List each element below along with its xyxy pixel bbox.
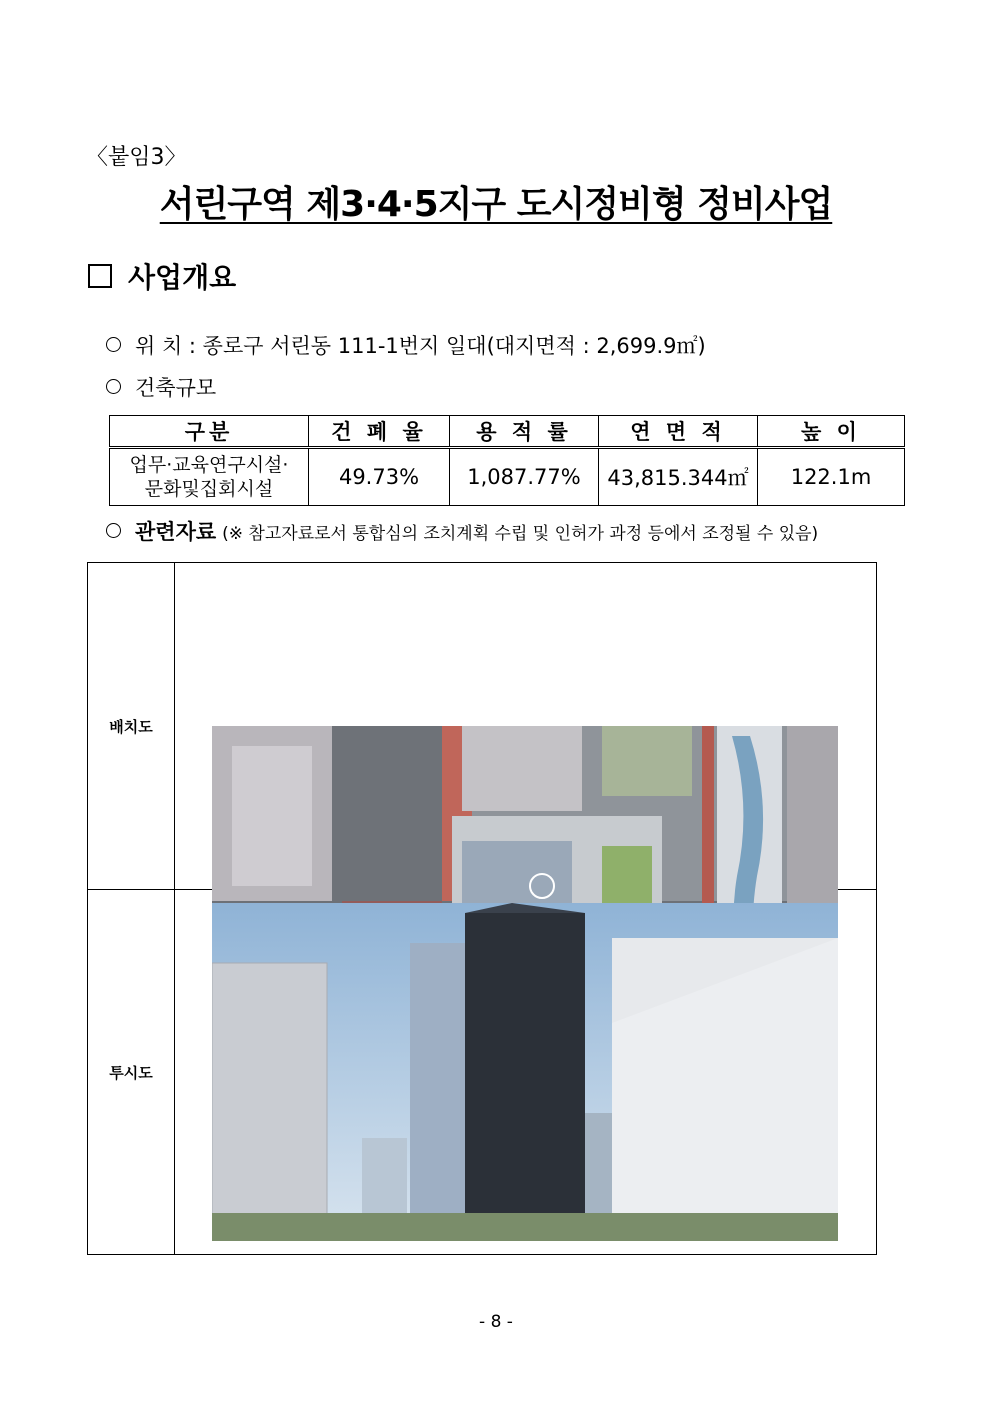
table-header-row [110, 416, 905, 448]
circle-bullet-icon [106, 337, 121, 352]
reference-item [106, 516, 818, 546]
coverage-cell: 49.73% [309, 448, 450, 506]
square-bullet-icon [88, 264, 112, 288]
use-line1: 업무·교육연구시설· [129, 454, 289, 476]
reference-label: 관련자료 [135, 520, 217, 544]
building-scale-table [109, 415, 905, 506]
height-cell: 122.1m [758, 448, 905, 506]
image-row [88, 563, 877, 890]
page-title [0, 176, 992, 227]
building-scale-item [106, 372, 216, 402]
location-text: 위 치 : 종로구 서린동 111-1번지 일대(대지면적 : 2,699.9㎡) [135, 334, 706, 358]
section-heading [88, 256, 236, 296]
header-height: 높 이 [758, 416, 905, 448]
reference-note: (※ 참고자료로서 통합심의 조치계획 수립 및 인허가 과정 등에서 조정될 수 있음) [222, 524, 819, 544]
perspective-cell [175, 890, 877, 1255]
site-plan-cell [175, 563, 877, 890]
circle-bullet-icon [106, 523, 121, 538]
gross-area-cell: 43,815.344㎡ [599, 448, 758, 506]
far-cell: 1,087.77% [450, 448, 599, 506]
attachment-label: 〈붙임3〉 [86, 145, 187, 170]
location-item [106, 330, 706, 360]
use-cell [110, 448, 309, 506]
header-category: 구분 [110, 416, 309, 448]
building-scale-text: 건축규모 [135, 376, 217, 400]
use-line2: 문화및집회시설 [144, 478, 274, 500]
circle-bullet-icon [106, 379, 121, 394]
site-plan-label: 배치도 [88, 563, 175, 890]
table-row [110, 448, 905, 506]
image-row [88, 890, 877, 1255]
perspective-label: 투시도 [88, 890, 175, 1255]
header-far: 용 적 률 [450, 416, 599, 448]
header-gross-area: 연 면 적 [599, 416, 758, 448]
page-number: - 8 - [479, 1312, 513, 1332]
reference-images-table [87, 562, 877, 1255]
perspective-rendering-image [212, 903, 838, 1241]
section-heading-text: 사업개요 [128, 261, 237, 294]
header-coverage: 건 폐 율 [309, 416, 450, 448]
title-text: 서린구역 제3·4·5지구 도시정비형 정비사업 [159, 184, 833, 225]
